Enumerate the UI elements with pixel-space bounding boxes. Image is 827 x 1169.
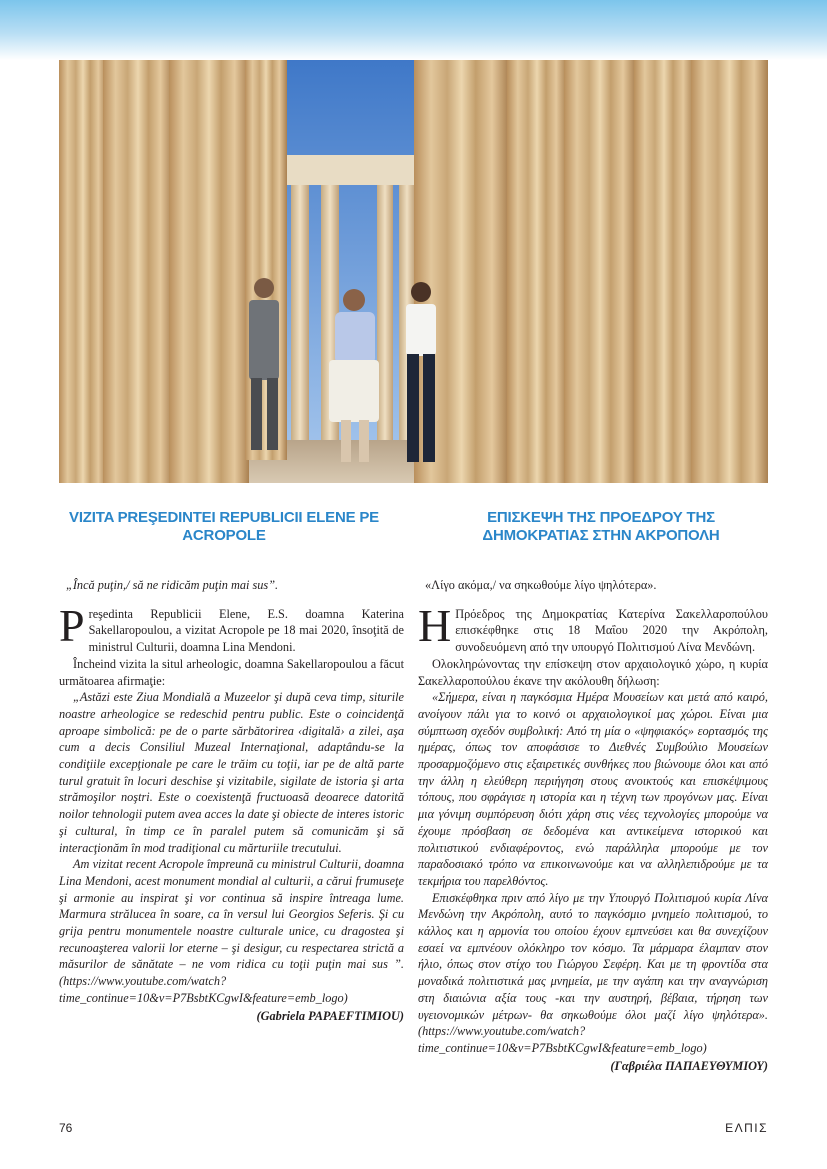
top-color-band — [0, 0, 827, 60]
quote-intro-greek: «Λίγο ακόμα,/ να σηκωθούμε λίγο ψηλότερα». — [425, 578, 657, 592]
page-number: 76 — [59, 1121, 73, 1135]
quote-intro-romanian: „Încă puţin,/ să ne ridicăm puţin mai sus”. — [66, 578, 279, 592]
paragraph-2: Încheind vizita la situl arheologic, doamna Sakellaropoulou a făcut următoarea afirmaţie: — [59, 656, 404, 688]
magazine-name: ΕΛΠΙΣ — [725, 1121, 768, 1135]
paragraph-4-greek: Επισκέφθηκα πριν από λίγο με την Υπουργό Πολιτισμού κυρία Λίνα Μενδώνη την Ακρόπολη, αυτό το παγκόσμιο μνημείο πολιτισμού, το κάλλος και η αρμονία του οποίου έχουν εμπνεύσει και θα συνεχίζουν εσαεί να εμπνέουν ολόκληρο τον κόσμο. Τα μάρμαρα έλαμπαν στον ήλιο, όπως στον στίχο του Γιώργου Σεφέρη. Και με τη φροντίδα στα μοναδικά πολιτιστικά μας μνημεία, με την αγάπη και την αναγνώριση στη διαιώνια αξία τους -και την αυστηρή, βέβαια, τήρηση των υγειονομικών μέτρων- θα σηκωθούμε όλοι μαζί λίγο ψηλότερα». (https://www.youtube.com/watch?time_continue=10&v=P7BsbtKCgwI&feature=emb_logo) — [418, 890, 768, 1055]
article-column-greek — [418, 577, 768, 1074]
acropolis-photo — [59, 60, 768, 483]
paragraph-1-greek-text: Πρόεδρος της Δημοκρατίας Κατερίνα Σακελλαροπούλου επισκέφθηκε στις 18 Μαΐου 2020 την Ακρόπολη, συνοδευόμενη από την υπουργό Πολιτισμού Λίνα Μενδώνη. — [455, 606, 768, 655]
dropcap-romanian: P — [59, 599, 85, 651]
dropcap-greek: Η — [418, 599, 452, 651]
paragraph-1-text: reşedinta Republicii Elene, E.S. doamna Katerina Sakellaropoulou, a vizitat Acropole pe 18 mai 2020, însoţită de ministrul Culturii, doamna Lina Mendoni. — [88, 606, 404, 655]
paragraph-2-greek: Ολοκληρώνοντας την επίσκεψη στον αρχαιολογικό χώρο, η κυρία Σακελλαροπούλου έκανε την ακόλουθη δήλωση: — [418, 656, 768, 688]
signature-greek: (Γαβριέλα ΠΑΠΑΕΥΘΥΜΙΟΥ) — [610, 1058, 768, 1073]
paragraph-4: Am vizitat recent Acropole împreună cu ministrul Culturii, doamna Lina Mendoni, acest monument mondial al culturii, a cărui frumuseţe şi armonie au inspirat şi vor continua să inspire întreaga lume. Marmura strălucea în soare, ca în versul lui Georgios Seferis. Şi cu grija pentru monumentele noastre culturale unice, cu dragostea şi recunoaşterea valorii lor eterne – şi desigur, cu respectarea strictă a măsurilor de sănătate – ne vom ridica cu toţii puţin mai sus ”. (https://www.youtube.com/watch?time_continue=10&v=P7BsbtKCgwI&feature=emb_logo) — [59, 857, 404, 1005]
paragraph-3: „Astăzi este Ziua Mondială a Muzeelor şi după ceva timp, siturile noastre arheologice se redeschid pentru public. Este o coincidenţă aproape simbolică: pe de o parte sărbătorirea ‹digitală› a zilei, aşa cum a decis Consiliul Muzeal Internaţional, adaptându-se la condiţiile excepţionale pe care le trăim cu toţii, iar pe de altă parte turul gratuit în locuri deschise şi vizitabile, sigilate de istoria şi arta strămoşilor noştri. Este o coexistenţă fructuoasă deoarece datorită noilor tehnologii putem avea acces la date şi obiecte de interes istoric şi cultural, în timp ce în paralel putem să comunicăm şi să interacţionăm în mod tradiţional cu mărturiile trecutului. — [59, 690, 404, 855]
paragraph-3-greek: «Σήμερα, είναι η παγκόσμια Ημέρα Μουσείων και μετά από καιρό, ανοίγουν πάλι για το κοινό οι αρχαιολογικοί μας χώροι. Είναι μια σύμπτωση σχεδόν συμβολική: Από τη μία ο «ψηφιακός» εορτασμός της ημέρας, όπως τον αποφάσισε το Διεθνές Συμβούλιο Μουσείων προσαρμοζόμενο στις εξαιρετικές συνθήκες που βιώνουμε όλοι και από την άλλη η ελεύθερη περιήγηση στους ανοικτούς και επισκέψιμους τόπους, που σφράγισε η ιστορία και η τέχνη των προγόνων μας. Είναι μια γόνιμη συμπόρευση διότι χάρη στις νέες τεχνολογίες μπορούμε να έχουμε πρόσβαση σε δεδομένα και αντικείμενα ιστορικού και πολιτιστικού ενδιαφέροντος, ενώ παράλληλα μπορούμε με τον παραδοσιακό τρόπο να επικοινωνούμε και να αλληλεπιδρούμε με τα τεκμήρια του παρελθόντος. — [418, 690, 768, 888]
paragraph-1 — [59, 599, 404, 656]
paragraph-1-greek — [418, 599, 768, 656]
article-column-romanian — [59, 577, 404, 1024]
heading-romanian: VIZITA PREŞEDINTEI REPUBLICII ELENE PE ACROPOLE — [69, 509, 379, 544]
signature-romanian: (Gabriela PAPAEFTIMIOU) — [256, 1008, 404, 1023]
heading-greek: ΕΠΙΣΚΕΨΗ ΤΗΣ ΠΡΟΕΔΡΟΥ ΤΗΣ ΔΗΜΟΚΡΑΤΙΑΣ ΣΤΗΝ ΑΚΡΟΠΟΛΗ — [482, 509, 720, 544]
